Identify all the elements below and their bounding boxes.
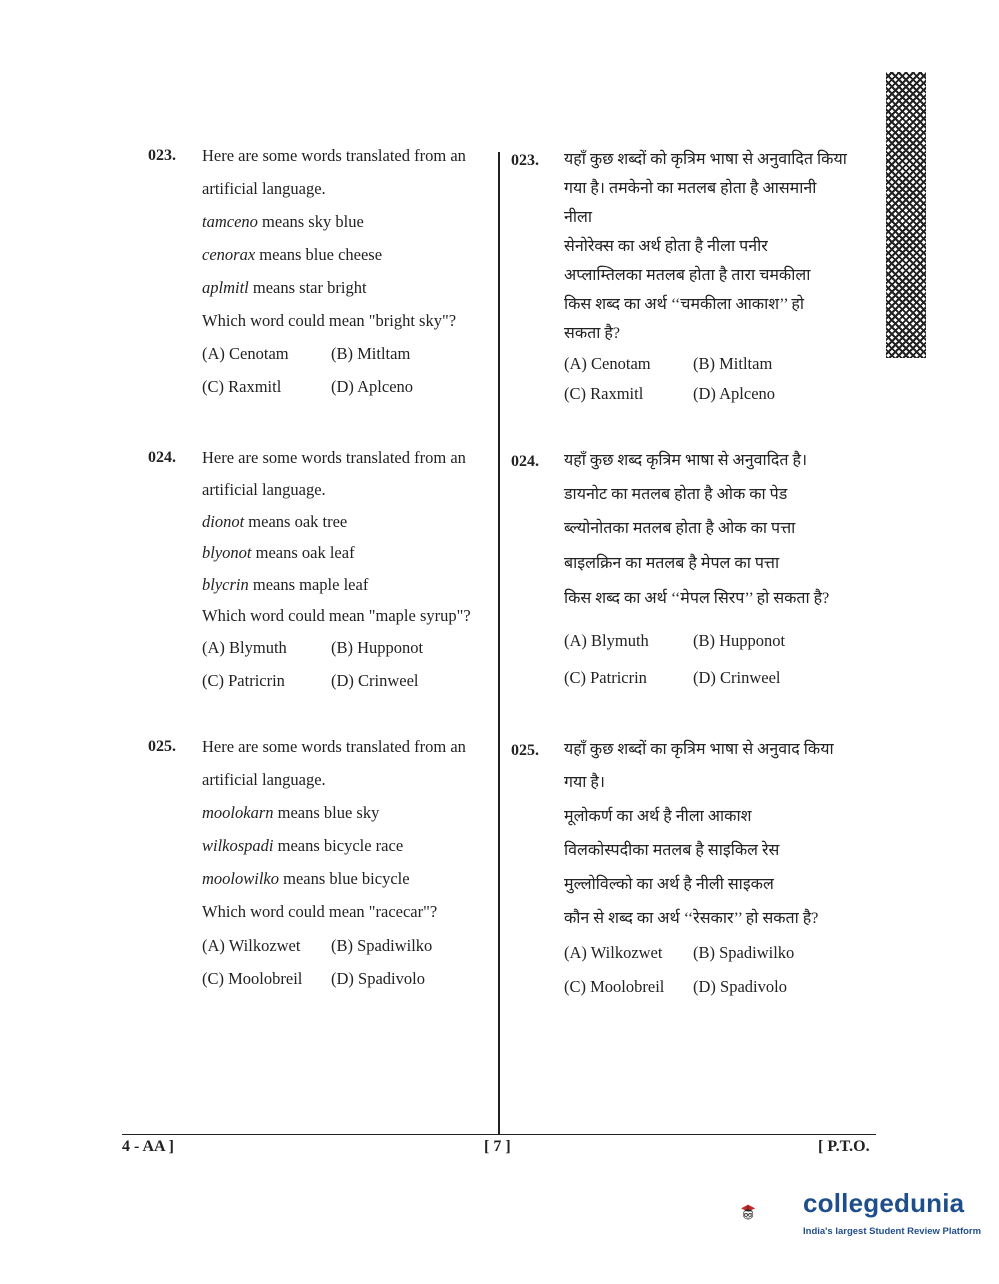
hindi-line: कौन से शब्द का अर्थ ‘‘रेसकार’’ हो सकता है? [564,910,819,927]
hindi-line: गया है। तमकेनो का मतलब होता है आसमानी [564,180,817,197]
logo-tagline: India's largest Student Review Platform [803,1226,982,1237]
hindi-line: ब्ल्योनोतका मतलब होता है ओक का पत्ता [564,520,796,537]
option-b: (B) Mitltam [331,344,411,363]
question-number: 023. [511,152,539,169]
question-number: 024. [148,449,176,466]
option-b: (B) Spadiwilko [693,943,795,962]
hindi-line: मूलोकर्ण का अर्थ है नीला आकाश [564,808,752,825]
hindi-line: सकता है? [564,325,620,342]
column-divider [498,152,500,1134]
translation-line: blyonot means oak leaf [202,543,355,562]
option-d: (D) Crinweel [331,671,419,690]
option-c: (C) Raxmitl [564,384,644,403]
option-d: (D) Aplceno [331,377,414,396]
option-a: (A) Cenotam [202,344,289,363]
hindi-line: बाइलक्रिन का मतलब है मेपल का पत्ता [564,555,780,572]
question-intro: Here are some words translated from an [202,737,466,756]
option-b: (B) Mitltam [693,354,773,373]
translation-line: dionot means oak tree [202,512,348,531]
question-number: 024. [511,453,539,470]
question-text: Which word could mean "racecar"? [202,902,438,921]
hindi-line: किस शब्द का अर्थ ‘‘मेपल सिरप’’ हो सकता है? [564,590,830,607]
hindi-line: गया है। [564,774,605,791]
question-intro: Here are some words translated from an [202,146,466,165]
margin-pattern [886,72,926,358]
translation-line: moolokarn means blue sky [202,803,380,822]
hindi-line: यहाँ कुछ शब्दों को कृत्रिम भाषा से अनुवादित किया [564,151,847,168]
question-intro: Here are some words translated from an [202,448,466,467]
translation-line: wilkospadi means bicycle race [202,836,404,855]
hindi-line: डायनोट का मतलब होता है ओक का पेड [564,486,788,503]
booklet-code: 4 - AA ] [122,1138,174,1155]
option-d: (D) Spadivolo [693,977,787,996]
option-a: (A) Cenotam [564,354,651,373]
translation-line: aplmitl means star bright [202,278,367,297]
option-c: (C) Moolobreil [564,977,665,996]
mascot-icon [740,1178,802,1248]
hindi-line: विलकोस्पदीका मतलब है साइकिल रेस [564,842,780,859]
option-a: (A) Blymuth [202,638,287,657]
option-d: (D) Crinweel [693,668,781,687]
question-number: 025. [148,738,176,755]
footer-rule [122,1134,876,1135]
page-number: [ 7 ] [484,1138,511,1155]
hindi-line: यहाँ कुछ शब्द कृत्रिम भाषा से अनुवादित है। [564,452,808,469]
question-text: Which word could mean "maple syrup"? [202,606,471,625]
option-a: (A) Blymuth [564,631,649,650]
question-number: 023. [148,147,176,164]
option-c: (C) Moolobreil [202,969,303,988]
pto-label: [ P.T.O. [818,1138,870,1155]
hindi-line: मुल्लोविल्को का अर्थ है नीली साइकल [564,876,774,893]
question-intro: artificial language. [202,770,326,789]
option-c: (C) Patricrin [564,668,647,687]
option-a: (A) Wilkozwet [564,943,663,962]
hindi-line: अप्लाम्तिलका मतलब होता है तारा चमकीला [564,267,811,284]
option-c: (C) Raxmitl [202,377,282,396]
translation-line: cenorax means blue cheese [202,245,383,264]
question-text: Which word could mean "bright sky"? [202,311,457,330]
question-intro: artificial language. [202,480,326,499]
logo-wordmark: collegedunia [803,1188,965,1218]
option-c: (C) Patricrin [202,671,285,690]
option-b: (B) Hupponot [693,631,786,650]
translation-line: blycrin means maple leaf [202,575,369,594]
hindi-line: यहाँ कुछ शब्दों का कृत्रिम भाषा से अनुवाद किया [564,741,834,758]
option-d: (D) Spadivolo [331,969,425,988]
hindi-line: नीला [564,209,593,226]
option-a: (A) Wilkozwet [202,936,301,955]
translation-line: moolowilko means blue bicycle [202,869,410,888]
option-b: (B) Hupponot [331,638,424,657]
hindi-line: किस शब्द का अर्थ ‘‘चमकीला आकाश’’ हो [564,296,805,313]
hindi-line: सेनोरेक्स का अर्थ होता है नीला पनीर [564,238,768,255]
translation-line: tamceno means sky blue [202,212,364,231]
question-intro: artificial language. [202,179,326,198]
question-number: 025. [511,742,539,759]
option-d: (D) Aplceno [693,384,776,403]
option-b: (B) Spadiwilko [331,936,433,955]
